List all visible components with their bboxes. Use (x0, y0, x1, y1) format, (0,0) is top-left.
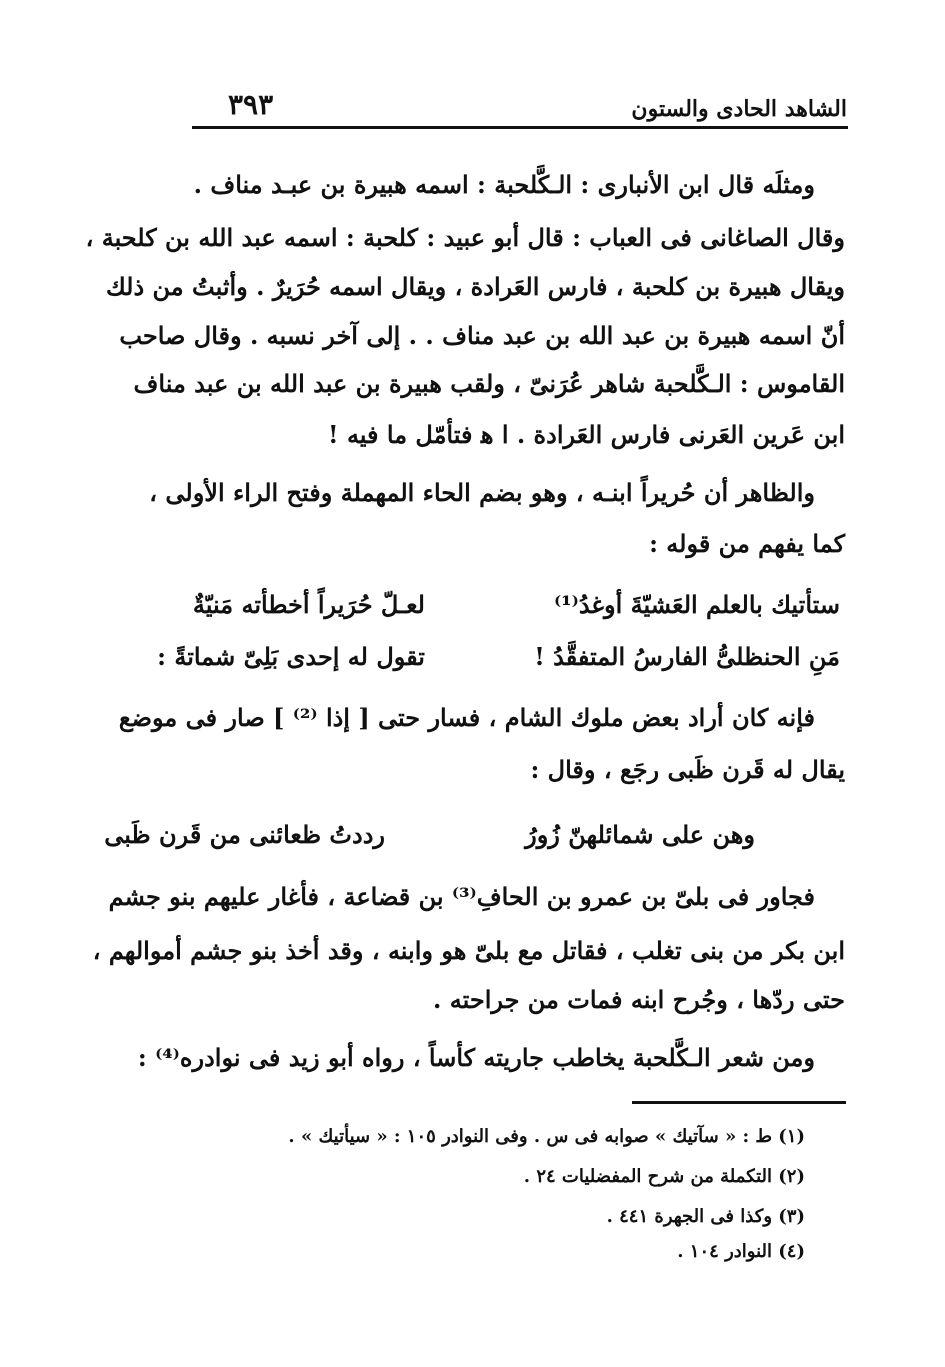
footnote: (٤) النوادر ١٠٤ . (677, 1241, 805, 1262)
header-rule (192, 126, 848, 129)
paragraph-line: فإنه كان أراد بعض ملوك الشام ، فسار حتى [ إذا ⁽²⁾ ] صار فى موضع (118, 703, 815, 732)
paragraph-line: كما يفهم من قوله : (649, 529, 845, 558)
paragraph-line: وقال الصاغانى فى العباب : قال أبو عبيد : كلحبة : اسمه عبد الله بن كلحبة ، (85, 223, 845, 252)
verse-hemistich-right: تقول له إحدى بَلِىّ شماتةً : (157, 642, 425, 671)
paragraph-line: ومن شعر الـكَّلحبة يخاطب جاريته كأساً ، رواه أبو زيد فى نوادره⁽⁴⁾ : (137, 1043, 815, 1072)
paragraph-line: ابن بكر من بنى تغلب ، فقاتل مع بلىّ هو وابنه ، وقد أخذ بنو جشم أموالهم ، (92, 936, 845, 965)
paragraph-line: القاموس : الـكَّلحبة شاهر عُرَنىّ ، ولقب هبيرة بن عبد الله بن عبد مناف (133, 369, 845, 398)
footnote-rule (632, 1101, 846, 1104)
verse-hemistich-right: رددتُ ظعائنى من قَرن ظَبى (104, 820, 385, 849)
page-number: ٣٩٣ (228, 88, 274, 121)
paragraph-line: يقال له قَرن ظَبى رجَع ، وقال : (530, 755, 845, 784)
verse-hemistich-left: ستأتيك بالعلم العَشيّةَ أوغدُ⁽¹⁾ (554, 590, 840, 619)
paragraph-line: حتى ردّها ، وجُرح ابنه فمات من جراحته . (433, 985, 845, 1014)
paragraph-line: والظاهر أن حُريراً ابنـه ، وهو بضم الحاء المهملة وفتح الراء الأولى ، (149, 478, 815, 507)
paragraph-line: فجاور فى بلىّ بن عمرو بن الحافِ⁽³⁾ بن قضاعة ، فأغار عليهم بنو جشم (108, 882, 815, 911)
footnote: (٣) وكذا فى الجهرة ٤٤١ . (606, 1206, 805, 1227)
paragraph-line: أنّ اسمه هبيرة بن عبد الله بن عبد مناف . . إلى آخر نسبه . وقال صاحب (119, 321, 845, 350)
verse-hemistich-left: مَنِ الحنظلىُّ الفارسُ المتفقَّدُ ! (534, 642, 840, 671)
verse-hemistich-right: لعـلّ حُرَيراً أخطأته مَنيّةٌ (192, 590, 425, 619)
footnote: (٢) التكملة من شرح المفضليات ٢٤ . (523, 1166, 805, 1187)
paragraph-line: ومثلَه قال ابن الأنبارى : الـكَّلحبة : اسمه هبيرة بن عبـد مناف . (193, 170, 815, 199)
running-header-title: الشاهد الحادى والستون (631, 96, 847, 122)
verse-hemistich-left: وهن على شمائلهنّ زُورُ (525, 820, 755, 849)
footnote: (١) ط : « سآتيك » صوابه فى س . وفى النوادر ١٠٥ : « سيأتيك » . (288, 1126, 805, 1147)
paragraph-line: ابن عَرين العَرنى فارس العَرادة . ا ﻫ فتأمّل ما فيه ! (328, 420, 845, 449)
paragraph-line: ويقال هبيرة بن كلحبة ، فارس العَرادة ، ويقال اسمه حُرَيرٌ . وأثبتُ من ذلك (105, 272, 845, 301)
